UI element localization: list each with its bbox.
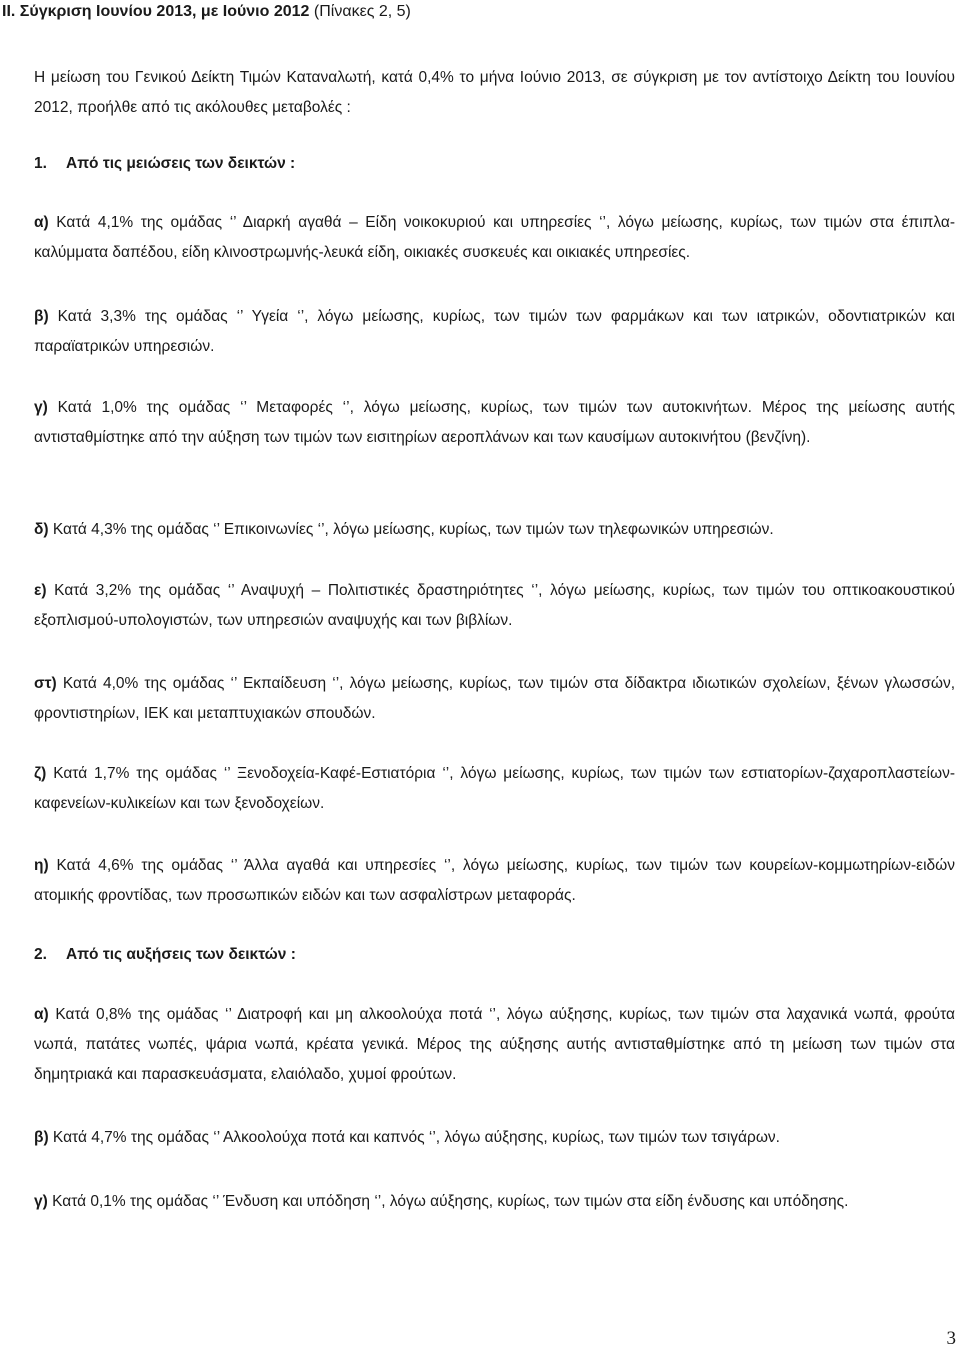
section-title-decreases xyxy=(34,155,295,173)
item-text: Κατά 3,2% της ομάδας ‘’ Αναψυχή – Πολιτιστικές δραστηριότητες ‘’, λόγω μείωσης, κυρίως, των τιμών του οπτικοακουστικού εξοπλισμού-υπολογιστών, των υπηρεσιών αναψυχής και των βιβλίων. xyxy=(34,582,955,629)
item-label: δ) xyxy=(34,521,49,538)
item-label: γ) xyxy=(34,399,48,416)
section-title-increases xyxy=(34,946,296,964)
list-item xyxy=(34,208,955,268)
item-text: Κατά 4,3% της ομάδας ‘’ Επικοινωνίες ‘’, λόγω μείωσης, κυρίως, των τιμών των τηλεφωνικών υπηρεσιών. xyxy=(48,521,774,538)
item-text: Κατά 4,7% της ομάδας ‘’ Αλκοολούχα ποτά και καπνός ‘’, λόγω αύξησης, κυρίως, των τιμών των τσιγάρων. xyxy=(48,1129,780,1146)
list-item xyxy=(34,851,955,911)
item-text: Κατά 0,1% της ομάδας ‘’ Ένδυση και υπόδηση ‘’, λόγω αύξησης, κυρίως, των τιμών στα είδη ένδυσης και υπόδησης. xyxy=(47,1193,849,1210)
list-item xyxy=(34,576,955,636)
list-item xyxy=(34,1123,955,1153)
list-item xyxy=(34,515,955,545)
item-label: η) xyxy=(34,857,49,874)
item-label: α) xyxy=(34,214,49,231)
item-label: α) xyxy=(34,1006,49,1023)
section-title-text: Από τις μειώσεις των δεικτών : xyxy=(66,155,296,172)
item-label: ε) xyxy=(34,582,47,599)
item-label: γ) xyxy=(34,1193,48,1210)
list-item xyxy=(34,393,955,453)
list-item xyxy=(34,759,955,819)
intro-paragraph: Η μείωση του Γενικού Δείκτη Τιμών Καταναλωτή, κατά 0,4% το μήνα Ιούνιο 2013, σε σύγκριση με τον αντίστοιχο Δείκτη του Ιουνίου 2012, προήλθε από τις ακόλουθες μεταβολές : xyxy=(34,69,955,116)
heading-bold: II. Σύγκριση Ιουνίου 2013, με Ιούνιο 2012 xyxy=(2,3,310,20)
item-text: Κατά 1,0% της ομάδας ‘’ Μεταφορές ‘’, λόγω μείωσης, κυρίως, των τιμών των αυτοκινήτων. Μέρος της μείωσης αυτής αντισταθμίστηκε από την αύξηση των τιμών των εισιτηρίων αεροπλάνων και των καυσίμων αυτοκινήτου (βενζίνη). xyxy=(34,399,955,446)
list-item xyxy=(34,1000,955,1090)
page-heading xyxy=(2,1,411,23)
item-label: ζ) xyxy=(34,765,47,782)
item-text: Κατά 3,3% της ομάδας ‘’ Υγεία ‘’, λόγω μείωσης, κυρίως, των τιμών των φαρμάκων και των ιατρικών, οδοντιατρικών και παραϊατρικών υπηρεσιών. xyxy=(34,308,955,355)
section-number: 1. xyxy=(34,155,47,172)
item-text: Κατά 1,7% της ομάδας ‘’ Ξενοδοχεία-Καφέ-Εστιατόρια ‘’, λόγω μείωσης, κυρίως, των τιμών των εστιατορίων-ζαχαροπλαστείων-καφενείων-κυλικείων και των ξενοδοχείων. xyxy=(34,765,955,812)
heading-normal: (Πίνακες 2, 5) xyxy=(309,3,411,20)
item-label: στ) xyxy=(34,675,57,692)
item-label: β) xyxy=(34,1129,49,1146)
section-title-text: Από τις αυξήσεις των δεικτών : xyxy=(66,946,296,963)
list-item xyxy=(34,302,955,362)
item-text: Κατά 0,8% της ομάδας ‘’ Διατροφή και μη αλκοολούχα ποτά ‘’, λόγω αύξησης, κυρίως, των τιμών στα λαχανικά νωπά, φρούτα νωπά, πατάτες νωπές, ψάρια νωπά, κρέατα γενικά. Μέρος της αύξησης αυτής αντισταθμίστηκε από τη μείωση των τιμών στα δημητριακά και παρασκευάσματα, ελαιόλαδο, χυμοί φρούτων. xyxy=(34,1006,955,1083)
list-item xyxy=(34,669,955,729)
section-number: 2. xyxy=(34,946,47,963)
page-number: 3 xyxy=(946,1328,956,1349)
item-text: Κατά 4,1% της ομάδας ‘’ Διαρκή αγαθά – Είδη νοικοκυριού και υπηρεσίες ‘’, λόγω μείωσης, κυρίως, των τιμών στα έπιπλα-καλύμματα δαπέδου, είδη κλινοστρωμνής-λευκά είδη, οικιακές συσκευές και οικιακές υπηρεσίες. xyxy=(34,214,955,261)
item-label: β) xyxy=(34,308,49,325)
list-item xyxy=(34,1187,955,1217)
item-text: Κατά 4,0% της ομάδας ‘’ Εκπαίδευση ‘’, λόγω μείωσης, κυρίως, των τιμών στα δίδακτρα ιδιωτικών σχολείων, ξένων γλωσσών, φροντιστηρίων, ΙΕΚ και μεταπτυχιακών σπουδών. xyxy=(34,675,955,722)
item-text: Κατά 4,6% της ομάδας ‘’ Άλλα αγαθά και υπηρεσίες ‘’, λόγω μείωσης, κυρίως, των τιμών των κουρείων-κομμωτηρίων-ειδών ατομικής φροντίδας, των προσωπικών ειδών και των ασφαλίστρων μεταφοράς. xyxy=(34,857,955,904)
